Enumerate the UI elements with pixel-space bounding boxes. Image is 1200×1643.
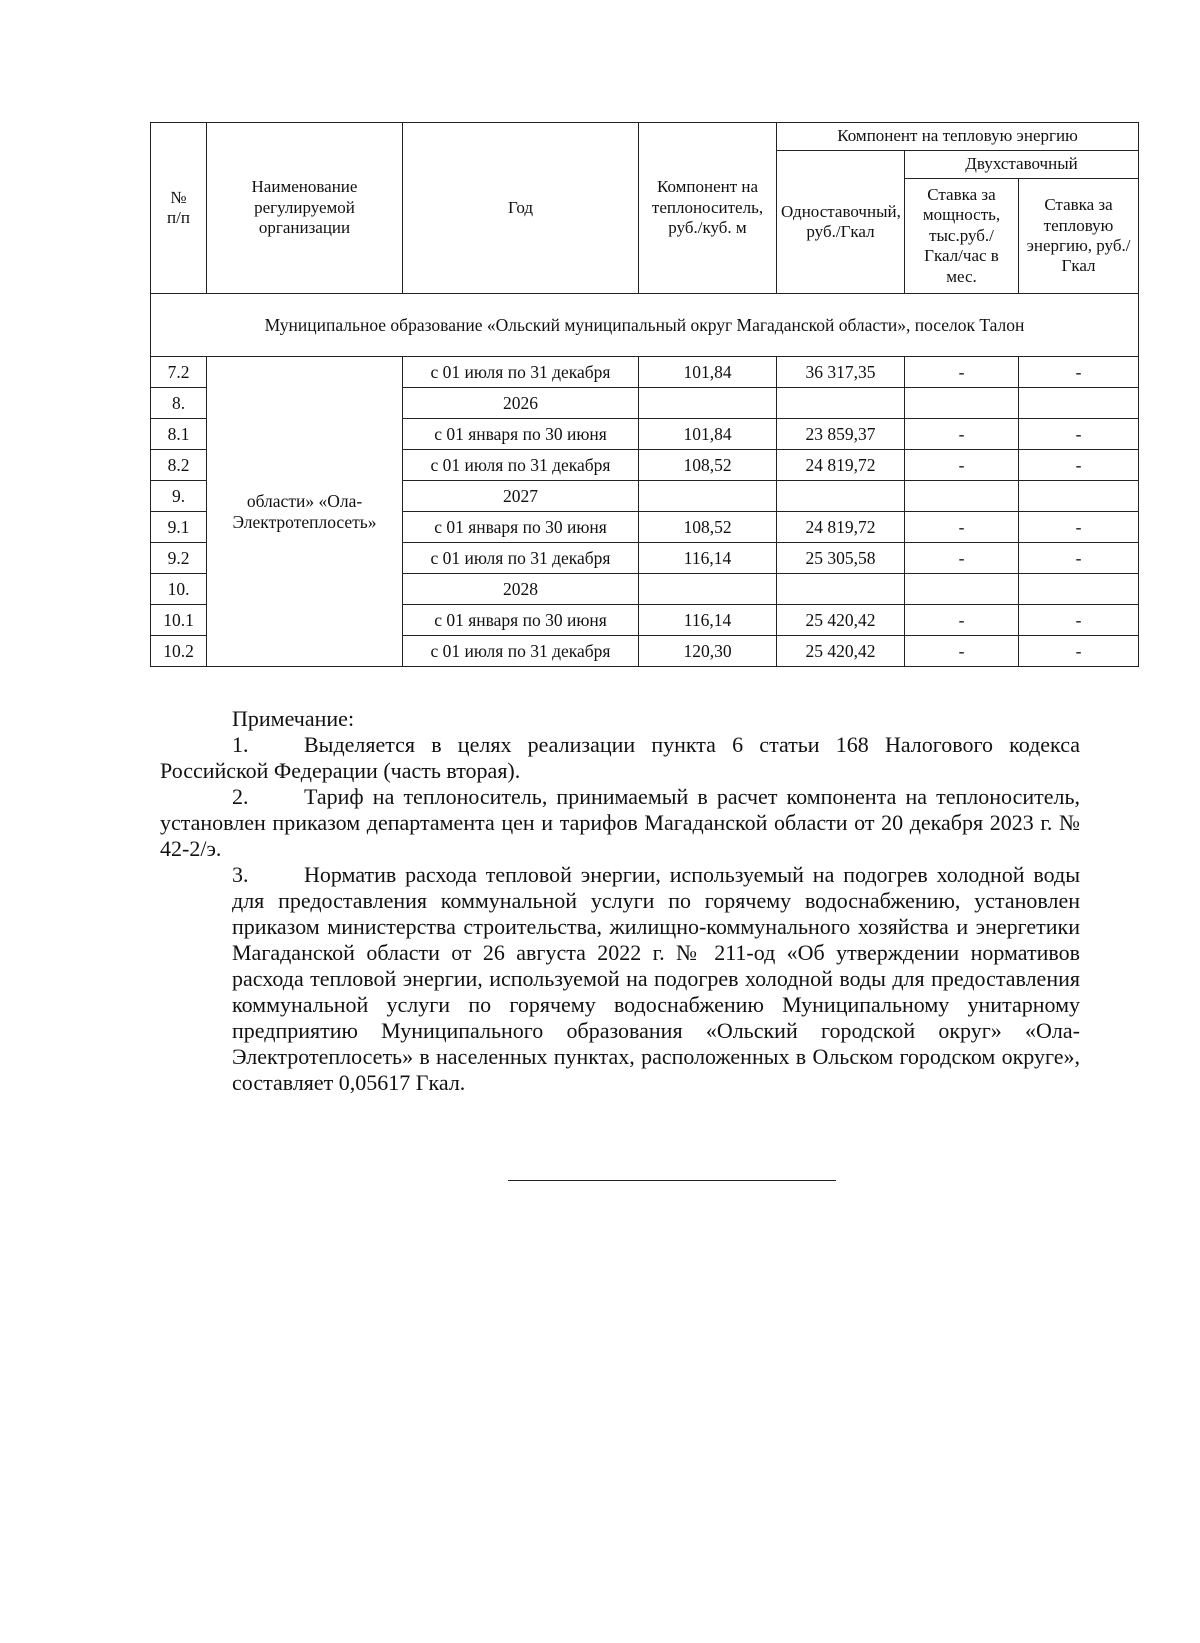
header-energy-rate: Ставка за тепловую энергию, руб./Гкал xyxy=(1019,179,1139,294)
row-single: 36 317,35 xyxy=(777,357,905,388)
municipality-row: Муниципальное образование «Ольский муниципальный округ Магаданской области», поселок Талон xyxy=(151,294,1139,357)
row-energy: - xyxy=(1019,357,1139,388)
row-single: 23 859,37 xyxy=(777,419,905,450)
row-coolant: 108,52 xyxy=(639,512,777,543)
row-capacity: - xyxy=(905,419,1019,450)
row-single: 25 420,42 xyxy=(777,605,905,636)
row-num: 7.2 xyxy=(151,357,207,388)
header-single-rate: Одноставочный, руб./Гкал xyxy=(777,151,905,294)
note-number: 1. xyxy=(232,732,249,757)
row-period: с 01 января по 30 июня xyxy=(403,512,639,543)
row-energy xyxy=(1019,574,1139,605)
table-row xyxy=(151,357,1139,388)
row-coolant: 101,84 xyxy=(639,419,777,450)
row-energy: - xyxy=(1019,419,1139,450)
note-item xyxy=(160,732,1080,784)
row-energy xyxy=(1019,388,1139,419)
row-num: 9.2 xyxy=(151,543,207,574)
row-period: с 01 июля по 31 декабря xyxy=(403,357,639,388)
row-num: 10.2 xyxy=(151,636,207,667)
row-coolant xyxy=(639,388,777,419)
row-capacity: - xyxy=(905,636,1019,667)
row-coolant: 101,84 xyxy=(639,357,777,388)
row-num: 8. xyxy=(151,388,207,419)
header-num: № п/п xyxy=(151,123,207,294)
row-single: 24 819,72 xyxy=(777,512,905,543)
row-coolant: 116,14 xyxy=(639,605,777,636)
row-single: 25 305,58 xyxy=(777,543,905,574)
row-num: 10. xyxy=(151,574,207,605)
header-two-part: Двухставочный xyxy=(905,151,1139,179)
row-energy xyxy=(1019,481,1139,512)
row-capacity: - xyxy=(905,543,1019,574)
row-capacity: - xyxy=(905,357,1019,388)
row-capacity xyxy=(905,574,1019,605)
row-capacity: - xyxy=(905,605,1019,636)
row-period: с 01 июля по 31 декабря xyxy=(403,636,639,667)
row-single: 25 420,42 xyxy=(777,636,905,667)
row-num: 10.1 xyxy=(151,605,207,636)
row-energy: - xyxy=(1019,543,1139,574)
row-capacity: - xyxy=(905,512,1019,543)
row-period: 2026 xyxy=(403,388,639,419)
row-energy: - xyxy=(1019,636,1139,667)
row-period: с 01 января по 30 июня xyxy=(403,605,639,636)
row-single xyxy=(777,481,905,512)
row-coolant xyxy=(639,481,777,512)
row-num: 9.1 xyxy=(151,512,207,543)
row-period: 2027 xyxy=(403,481,639,512)
separator-line xyxy=(508,1180,836,1181)
row-period: с 01 июля по 31 декабря xyxy=(403,450,639,481)
row-num: 9. xyxy=(151,481,207,512)
notes-title: Примечание: xyxy=(232,706,355,731)
org-name: области» «Ола-Электротеплосеть» xyxy=(207,357,403,667)
row-single: 24 819,72 xyxy=(777,450,905,481)
row-coolant: 116,14 xyxy=(639,543,777,574)
note-number: 2. xyxy=(232,784,249,809)
note-text: Выделяется в целях реализации пункта 6 статьи 168 Налогового кодекса Российской Федерации (часть вторая). xyxy=(160,732,1080,783)
tariff-table xyxy=(150,122,1139,667)
header-year: Год xyxy=(403,123,639,294)
header-heat-component: Компонент на тепловую энергию xyxy=(777,123,1139,151)
note-item xyxy=(160,784,1080,862)
row-single xyxy=(777,574,905,605)
row-capacity: - xyxy=(905,450,1019,481)
row-capacity xyxy=(905,388,1019,419)
note-text: Норматив расхода тепловой энергии, используемый на подогрев холодной воды для предоставления коммунальной услуги по горячему водоснабжению, установлен приказом министерства строительства, жилищно-коммунального хозяйства и энергетики Магаданской области от 26 августа 2022 г. № 211-од «Об утверждении нормативов расхода тепловой энергии, используемой на подогрев холодной воды для предоставления коммунальной услуги по горячему водоснабжению Муниципальному унитарному предприятию Муниципального образования «Ольский городской округ» «Ола-Электротеплосеть» в населенных пунктах, расположенных в Ольском городском округе», составляет 0,05617 Гкал. xyxy=(232,862,1080,1095)
row-energy: - xyxy=(1019,512,1139,543)
row-num: 8.2 xyxy=(151,450,207,481)
row-energy: - xyxy=(1019,605,1139,636)
note-text: Тариф на теплоноситель, принимаемый в расчет компонента на теплоноситель, установлен приказом департамента цен и тарифов Магаданской области от 20 декабря 2023 г. № 42-2/э. xyxy=(160,784,1080,861)
header-org: Наименование регулируемой организации xyxy=(207,123,403,294)
row-energy: - xyxy=(1019,450,1139,481)
row-period: с 01 января по 30 июня xyxy=(403,419,639,450)
notes-section xyxy=(160,706,1080,1096)
note-item xyxy=(160,862,1080,1096)
row-coolant: 120,30 xyxy=(639,636,777,667)
row-period: 2028 xyxy=(403,574,639,605)
note-number: 3. xyxy=(232,862,249,887)
row-single xyxy=(777,388,905,419)
header-coolant: Компонент на теплоноситель, руб./куб. м xyxy=(639,123,777,294)
row-num: 8.1 xyxy=(151,419,207,450)
row-capacity xyxy=(905,481,1019,512)
row-coolant: 108,52 xyxy=(639,450,777,481)
header-capacity-rate: Ставка за мощность, тыс.руб./ Гкал/час в мес. xyxy=(905,179,1019,294)
row-coolant xyxy=(639,574,777,605)
row-period: с 01 июля по 31 декабря xyxy=(403,543,639,574)
